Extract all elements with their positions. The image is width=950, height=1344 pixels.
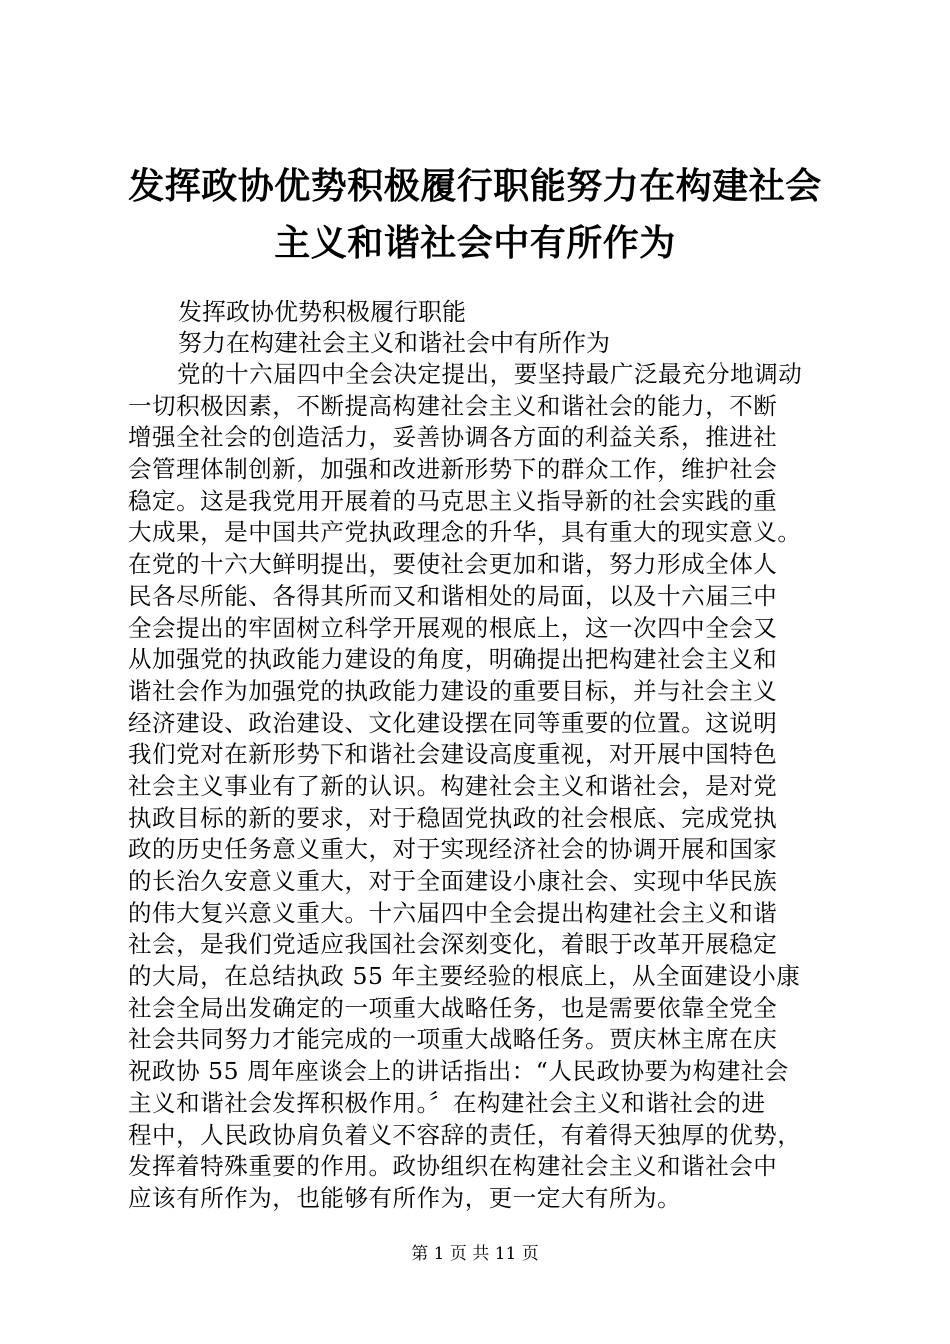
body-line: 我们党对在新形势下和谐社会建设高度重视，对开展中国特色 bbox=[128, 740, 778, 769]
body-line: 程中，人民政协肩负着义不容辞的责任，有着得天独厚的优势， bbox=[128, 1120, 802, 1149]
body-line: 祝政协 55 周年座谈会上的讲话指出：“人民政协要为构建社会 bbox=[128, 1057, 789, 1086]
body-line: 会管理体制创新，加强和改进新形势下的群众工作，维护社会 bbox=[128, 455, 778, 484]
body-line: 的长治久安意义重大，对于全面建设小康社会、实现中华民族 bbox=[128, 867, 778, 895]
body-line: 一切积极因素，不断提高构建社会主义和谐社会的能力，不断 bbox=[128, 391, 778, 420]
body-line: 社会共同努力才能完成的一项重大战略任务。贾庆林主席在庆 bbox=[128, 1025, 778, 1054]
body-line: 社会，是我们党适应我国社会深刻变化，着眼于改革开展稳定 bbox=[128, 930, 778, 959]
body-line: 发挥着特殊重要的作用。政协组织在构建社会主义和谐社会中 bbox=[128, 1152, 778, 1181]
body-line: 民各尽所能、各得其所而又和谐相处的局面，以及十六届三中 bbox=[128, 581, 778, 610]
body-line: 大成果，是中国共产党执政理念的升华，具有重大的现实意义。 bbox=[128, 518, 802, 547]
subtitle-line-2: 努力在构建社会主义和谐社会中有所作为 bbox=[178, 329, 610, 357]
document-title: 发挥政协优势积极履行职能努力在构建社会主义和谐社会中有所作为 bbox=[128, 165, 822, 264]
body-line: 主义和谐社会发挥积极作用。〞在构建社会主义和谐社会的进 bbox=[128, 1088, 766, 1117]
body-line: 全会提出的牢固树立科学开展观的根底上，这一次四中全会又 bbox=[128, 613, 778, 642]
body-line: 执政目标的新的要求，对于稳固党执政的社会根底、完成党执 bbox=[128, 803, 778, 832]
body-paragraph bbox=[128, 359, 828, 1215]
body-line: 在党的十六大鲜明提出，要使社会更加和谐，努力形成全体人 bbox=[128, 550, 778, 579]
body-line: 社会主义事业有了新的认识。构建社会主义和谐社会，是对党 bbox=[128, 771, 778, 800]
body-line: 经济建设、政治建设、文化建设摆在同等重要的位置。这说明 bbox=[128, 708, 778, 737]
subtitle-line-1: 发挥政协优势积极履行职能 bbox=[178, 298, 466, 326]
page-footer: 第 1 页 共 11 页 bbox=[411, 1244, 539, 1264]
body-line: 增强全社会的创造活力，妥善协调各方面的利益关系，推进社 bbox=[128, 423, 778, 452]
body-line: 政的历史任务意义重大，对于实现经济社会的协调开展和国家 bbox=[128, 835, 778, 864]
body-line: 谐社会作为加强党的执政能力建设的重要目标，并与社会主义 bbox=[128, 676, 778, 705]
body-line: 稳定。这是我党用开展着的马克思主义指导新的社会实践的重 bbox=[128, 486, 778, 515]
body-line: 的伟大复兴意义重大。十六届四中全会提出构建社会主义和谐 bbox=[128, 898, 778, 927]
body-line: 应该有所作为，也能够有所作为，更一定大有所为。 bbox=[128, 1183, 682, 1212]
body-line: 从加强党的执政能力建设的角度，明确提出把构建社会主义和 bbox=[128, 645, 778, 674]
body-line: 党的十六届四中全会决定提出，要坚持最广泛最充分地调动 bbox=[177, 360, 803, 388]
body-line: 的大局，在总结执政 55 年主要经验的根底上，从全面建设小康 bbox=[128, 962, 801, 991]
body-line: 社会全局出发确定的一项重大战略任务，也是需要依靠全党全 bbox=[128, 993, 778, 1022]
